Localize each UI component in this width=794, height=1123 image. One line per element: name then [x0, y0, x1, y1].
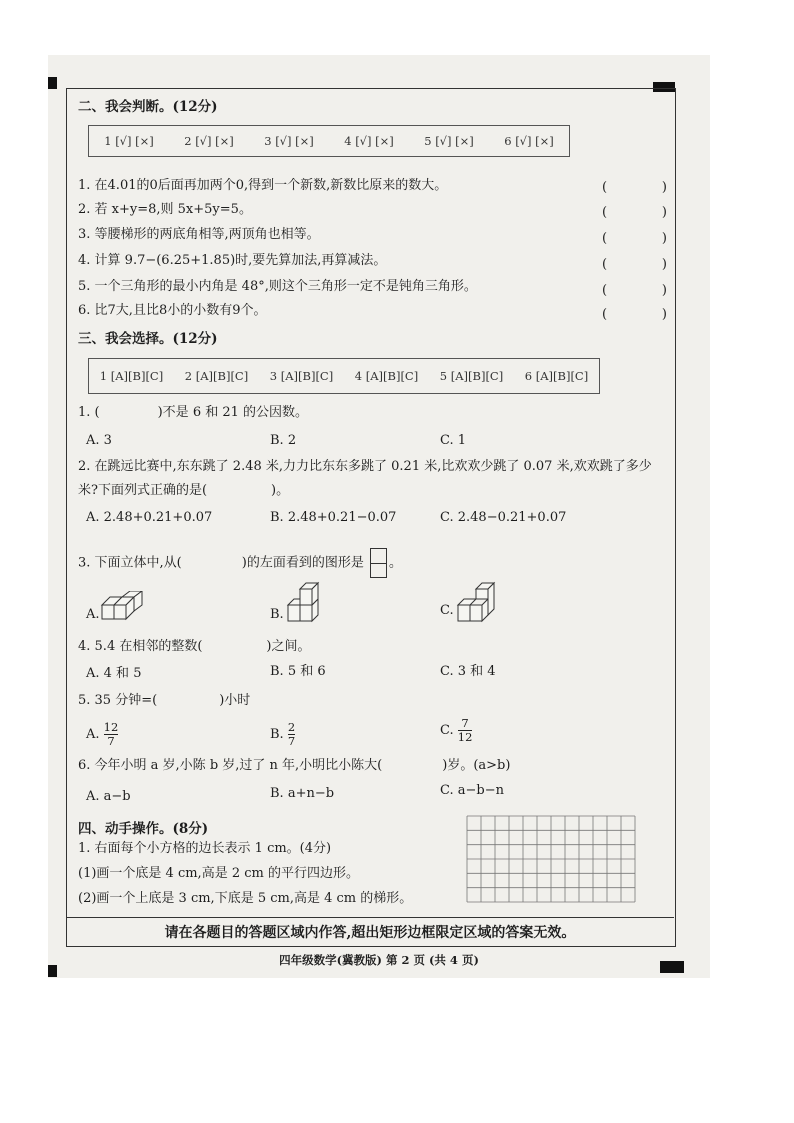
cube-figure-b	[286, 577, 322, 625]
cube-figure-a	[100, 591, 150, 625]
answer-option[interactable]: 6 [√] [×]	[504, 134, 554, 148]
left-view-figure	[370, 548, 387, 578]
answer-option[interactable]: 5 [√] [×]	[424, 134, 474, 148]
option-b: B. a+n−b	[270, 786, 335, 801]
section2-answer-card	[88, 125, 570, 157]
judge-item: 1. 在4.01的0后面再加两个0,得到一个新数,新数比原来的数大。	[78, 178, 448, 193]
option-a: A. 4 和 5	[86, 666, 142, 681]
answer-option[interactable]: 1 [A][B][C]	[99, 369, 164, 383]
fraction: $\frac{2}{7}$	[287, 720, 296, 748]
option-c: C. $\frac{7}{12}$	[440, 716, 473, 744]
answer-option[interactable]: 6 [A][B][C]	[524, 369, 589, 383]
notice-bar	[66, 917, 674, 946]
option-a: A. a−b	[86, 789, 131, 804]
option-a: A.	[86, 607, 100, 622]
option-c: C. 2.48−0.21+0.07	[440, 510, 567, 525]
answer-option[interactable]: 2 [A][B][C]	[184, 369, 249, 383]
option-c: C.	[440, 603, 454, 618]
section3-answer-card	[88, 358, 600, 394]
answer-option[interactable]: 4 [√] [×]	[344, 134, 394, 148]
drawing-subquestion-1: (1)画一个底是 4 cm,高是 2 cm 的平行四边形。	[78, 866, 359, 881]
exam-sheet	[48, 55, 710, 978]
fraction: $\frac{7}{12}$	[457, 716, 473, 744]
option-c: C. 3 和 4	[440, 664, 496, 679]
judge-answer-blank[interactable]: ( )	[602, 283, 667, 298]
option-a: A. 2.48+0.21+0.07	[86, 510, 213, 525]
judge-answer-blank[interactable]: ( )	[602, 231, 667, 246]
section2-title: 二、我会判断。(12分)	[78, 99, 218, 115]
option-a: A. 3	[86, 433, 112, 448]
option-c: C. 1	[440, 433, 467, 448]
judge-item: 6. 比7大,且比8小的小数有9个。	[78, 303, 267, 318]
page-footer: 四年级数学(冀教版) 第 2 页 (共 4 页)	[279, 953, 479, 967]
judge-answer-blank[interactable]: ( )	[602, 180, 667, 195]
option-c: C. a−b−n	[440, 783, 504, 798]
judge-item: 5. 一个三角形的最小内角是 48°,则这个三角形一定不是钝角三角形。	[78, 279, 477, 294]
option-b: B.	[270, 607, 284, 622]
judge-item: 3. 等腰梯形的两底角相等,两顶角也相等。	[78, 227, 320, 242]
answer-option[interactable]: 2 [√] [×]	[184, 134, 234, 148]
choice-question-6: 6. 今年小明 a 岁,小陈 b 岁,过了 n 年,小明比小陈大( )岁。(a>b)	[78, 758, 511, 773]
judge-answer-blank[interactable]: ( )	[602, 257, 667, 272]
choice-question-1: 1. ( )不是 6 和 21 的公因数。	[78, 405, 309, 420]
section3-title: 三、我会选择。(12分)	[78, 331, 218, 347]
notice-text: 请在各题目的答题区域内作答,超出矩形边框限定区域的答案无效。	[164, 925, 576, 941]
section4-title: 四、动手操作。(8分)	[78, 821, 209, 837]
choice-question-5: 5. 35 分钟=( )小时	[78, 693, 251, 708]
option-b: B. 2	[270, 433, 297, 448]
judge-item: 2. 若 x+y=8,则 5x+5y=5。	[78, 202, 252, 217]
answer-option[interactable]: 1 [√] [×]	[104, 134, 154, 148]
registration-mark-top-left	[48, 77, 57, 89]
choice-question-2-line2: 米?下面列式正确的是( )。	[78, 483, 290, 498]
drawing-subquestion-2: (2)画一个上底是 3 cm,下底是 5 cm,高是 4 cm 的梯形。	[78, 891, 413, 906]
choice-question-3: 3. 下面立体中,从( )的左面看到的图形是 。	[78, 548, 402, 578]
answer-option[interactable]: 3 [√] [×]	[264, 134, 314, 148]
judge-answer-blank[interactable]: ( )	[602, 205, 667, 220]
answer-option[interactable]: 4 [A][B][C]	[354, 369, 419, 383]
judge-answer-blank[interactable]: ( )	[602, 307, 667, 322]
cube-figure-c	[456, 581, 500, 625]
option-a: A. $\frac{12}{7}$	[86, 720, 119, 748]
judge-item: 4. 计算 9.7−(6.25+1.85)时,要先算加法,再算减法。	[78, 253, 387, 268]
fraction: $\frac{12}{7}$	[103, 720, 119, 748]
drawing-grid[interactable]	[466, 815, 636, 903]
choice-question-2: 2. 在跳远比赛中,东东跳了 2.48 米,力力比东东多跳了 0.21 米,比欢欢少跳了 0.07 米,欢欢跳了多少	[78, 459, 652, 474]
option-b: B. $\frac{2}{7}$	[270, 720, 296, 748]
option-b: B. 5 和 6	[270, 664, 326, 679]
answer-option[interactable]: 3 [A][B][C]	[269, 369, 334, 383]
option-b: B. 2.48+0.21−0.07	[270, 510, 397, 525]
answer-option[interactable]: 5 [A][B][C]	[439, 369, 504, 383]
drawing-question: 1. 右面每个小方格的边长表示 1 cm。(4分)	[78, 841, 332, 856]
choice-question-4: 4. 5.4 在相邻的整数( )之间。	[78, 639, 311, 654]
